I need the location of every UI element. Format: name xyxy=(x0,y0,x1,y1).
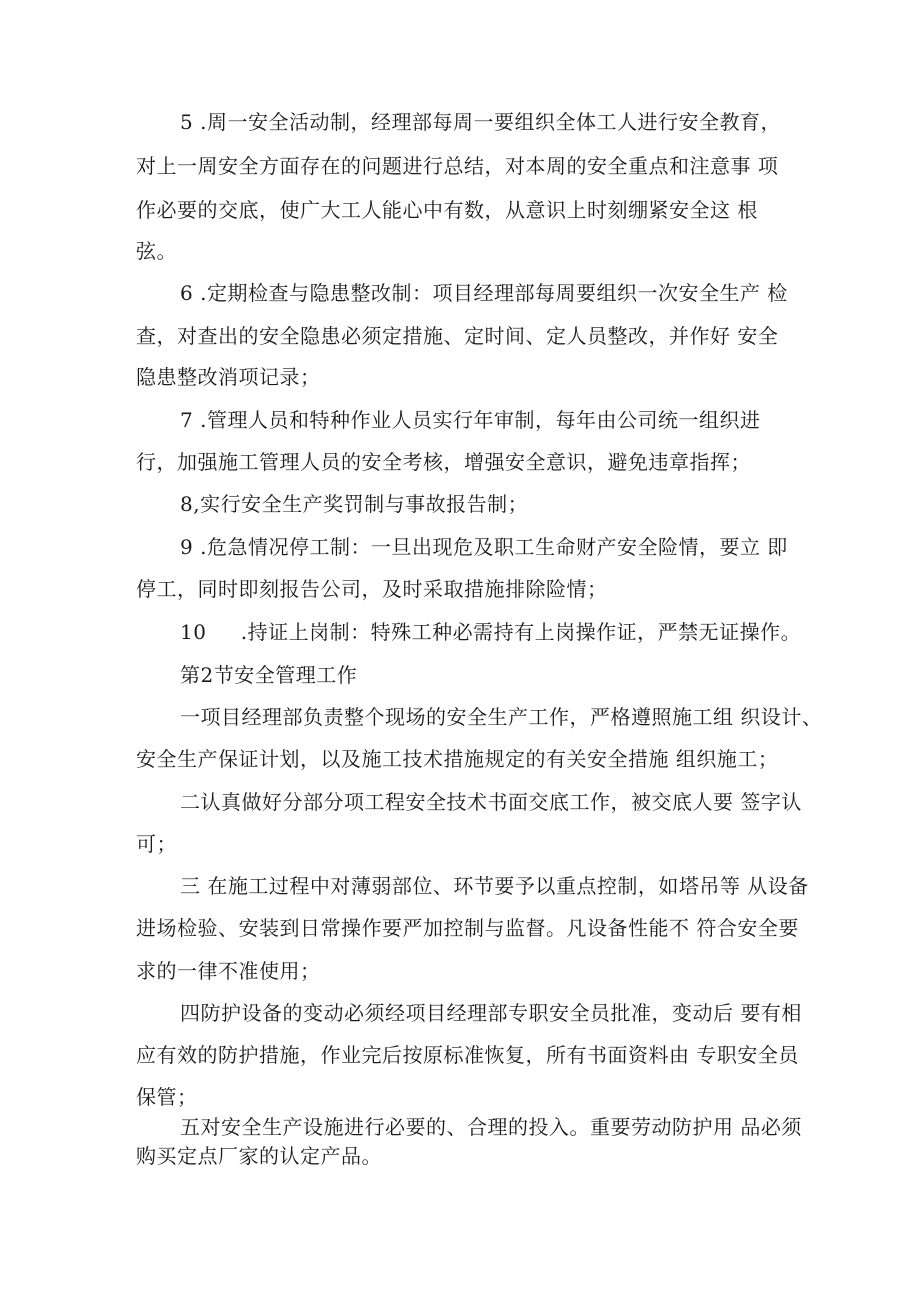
paragraph-6-line-1: 10 .持证上岗制：特殊工种必需持有上岗操作证，严禁无证操作。 xyxy=(180,620,802,644)
item-1-line-2: 安全生产保证计划，以及施工技术措施规定的有关安全措施 组织施工； xyxy=(136,747,779,771)
paragraph-5-line-1: 9 .危急情况停工制：一旦出现危及职工生命财产安全险情，要立 即 xyxy=(180,535,788,559)
paragraph-1-line-4: 弦。 xyxy=(136,239,177,263)
item-1-line-1: 一项目经理部负责整个现场的安全生产工作，严格遵照施工组 织设计、 xyxy=(180,705,823,729)
item-3-line-2: 进场检验、安装到日常操作要严加控制与监督。凡设备性能不 符合安全要 xyxy=(136,916,799,940)
item-5-line-2: 购买定点厂家的认定产品。 xyxy=(136,1144,382,1168)
paragraph-2-line-1: 6 .定期检查与隐患整改制：项目经理部每周要组织一次安全生产 检 xyxy=(180,281,788,305)
paragraph-2-line-2: 查，对查出的安全隐患必须定措施、定时间、定人员整改，并作好 安全 xyxy=(136,324,779,348)
item-2-line-1: 二认真做好分部分项工程安全技术书面交底工作，被交底人要 签字认 xyxy=(180,790,802,814)
paragraph-2-line-3: 隐患整改消项记录； xyxy=(136,365,321,389)
item-4-line-2: 应有效的防护措施，作业完后按原标准恢复，所有书面资料由 专职安全员 xyxy=(136,1043,799,1067)
paragraph-1-line-1: 5 .周一安全活动制，经理部每周一要组织全体工人进行安全教育， xyxy=(180,110,781,134)
section-heading: 第2节安全管理工作 xyxy=(180,663,358,687)
paragraph-4-line-1: 8,实行安全生产奖罚制与事故报告制； xyxy=(180,492,529,516)
paragraph-1-line-3: 作必要的交底，使广大工人能心中有数，从意识上时刻绷紧安全这 根 xyxy=(136,198,758,222)
paragraph-1-line-2: 对上一周安全方面存在的问题进行总结，对本周的安全重点和注意事 项 xyxy=(136,154,779,178)
paragraph-3-line-2: 行，加强施工管理人员的安全考核，增强安全意识，避免违章指挥； xyxy=(136,450,751,474)
item-2-line-2: 可； xyxy=(136,832,177,856)
item-4-line-3: 保管； xyxy=(136,1085,198,1109)
item-3-line-3: 求的一律不准使用； xyxy=(136,959,321,983)
item-3-line-1: 三 在施工过程中对薄弱部位、环节要予以重点控制，如塔吊等 从设备 xyxy=(180,874,809,898)
paragraph-3-line-1: 7 .管理人员和特种作业人员实行年审制，每年由公司统一组织进 xyxy=(180,408,761,432)
paragraph-5-line-2: 停工，同时即刻报告公司，及时采取措施排除险情； xyxy=(136,577,608,601)
item-4-line-1: 四防护设备的变动必须经项目经理部专职安全员批准，变动后 要有相 xyxy=(180,1001,802,1025)
item-5-line-1: 五对安全生产设施进行必要的、合理的投入。重要劳动防护用 品必须 xyxy=(180,1115,802,1139)
